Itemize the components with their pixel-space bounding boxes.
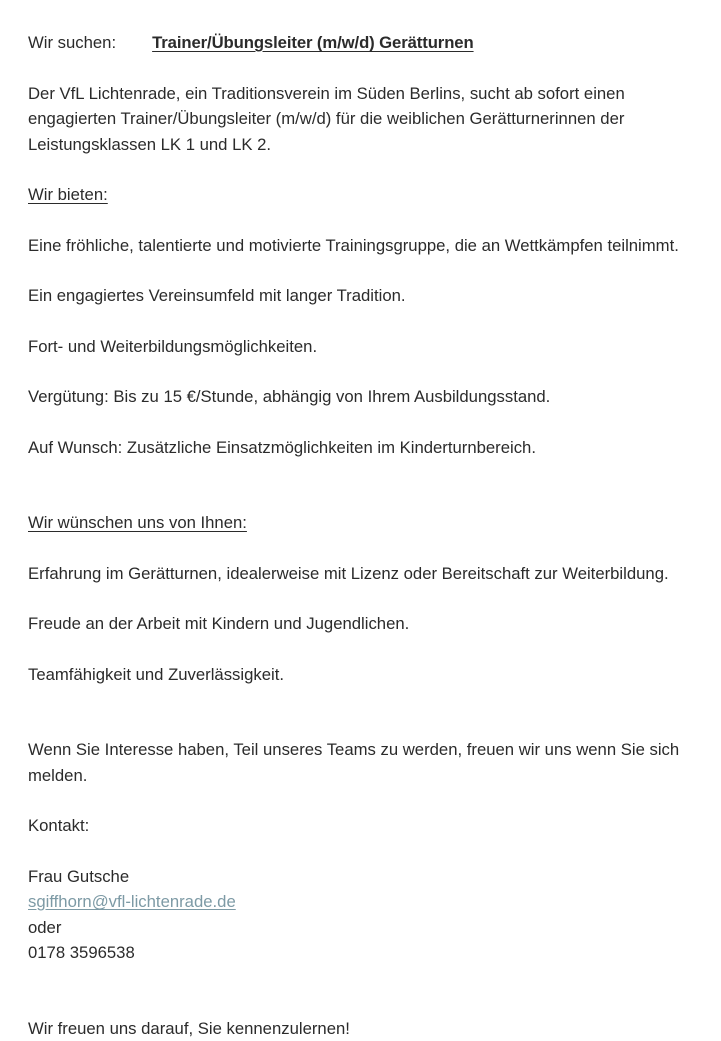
spacer	[28, 56, 721, 81]
offer-item: Vergütung: Bis zu 15 €/Stunde, abhängig von Ihrem Ausbildungsstand.	[28, 384, 721, 410]
contact-name: Frau Gutsche	[28, 864, 721, 890]
offer-item: Eine fröhliche, talentierte und motivierte Trainingsgruppe, die an Wettkämpfen teilnimmt.	[28, 233, 700, 259]
document-body	[28, 30, 721, 1041]
contact-email-link[interactable]: sgiffhorn@vfl-lichtenrade.de	[28, 892, 236, 911]
offer-item: Auf Wunsch: Zusätzliche Einsatzmöglichkeiten im Kinderturnbereich.	[28, 435, 721, 461]
spacer	[28, 157, 721, 182]
offer-heading	[28, 182, 721, 208]
contact-label: Kontakt:	[28, 813, 721, 839]
spacer	[28, 637, 721, 662]
spacer	[28, 536, 721, 561]
wir-suchen-label: Wir suchen:	[28, 33, 116, 52]
spacer	[28, 839, 721, 864]
requirement-item: Freude an der Arbeit mit Kindern und Jugendlichen.	[28, 611, 721, 637]
spacer	[28, 966, 721, 1016]
lead-paragraph: Der VfL Lichtenrade, ein Traditionsverein im Süden Berlins, sucht ab sofort einen engagierten Trainer/Übungsleiter (m/w/d) für die weiblichen Gerätturnerinnen der Leistungsklassen LK 1 und LK 2.	[28, 81, 700, 158]
spacer	[28, 258, 721, 283]
requirement-item: Teamfähigkeit und Zuverlässigkeit.	[28, 662, 721, 688]
requirement-item: Erfahrung im Gerätturnen, idealerweise mit Lizenz oder Bereitschaft zur Weiterbildung.	[28, 561, 721, 587]
spacer	[28, 788, 721, 813]
spacer	[28, 586, 721, 611]
spacer	[28, 687, 721, 737]
contact-phone: 0178 3596538	[28, 940, 721, 966]
offer-heading-text: Wir bieten:	[28, 185, 108, 204]
requirements-heading	[28, 510, 721, 536]
contact-separator: oder	[28, 915, 721, 941]
contact-email-line	[28, 889, 721, 915]
spacer	[28, 460, 721, 510]
farewell-line: Wir freuen uns darauf, Sie kennenzulernen!	[28, 1016, 721, 1041]
job-title-line	[28, 30, 721, 56]
offer-item: Ein engagiertes Vereinsumfeld mit langer Tradition.	[28, 283, 721, 309]
spacer	[28, 309, 721, 334]
spacer	[28, 410, 721, 435]
job-title: Trainer/Übungsleiter (m/w/d) Gerätturnen	[152, 33, 473, 52]
spacer	[28, 208, 721, 233]
closing-paragraph: Wenn Sie Interesse haben, Teil unseres Teams zu werden, freuen wir uns wenn Sie sich melden.	[28, 737, 700, 788]
offer-item: Fort- und Weiterbildungsmöglichkeiten.	[28, 334, 721, 360]
spacer	[28, 359, 721, 384]
requirements-heading-text: Wir wünschen uns von Ihnen:	[28, 513, 247, 532]
